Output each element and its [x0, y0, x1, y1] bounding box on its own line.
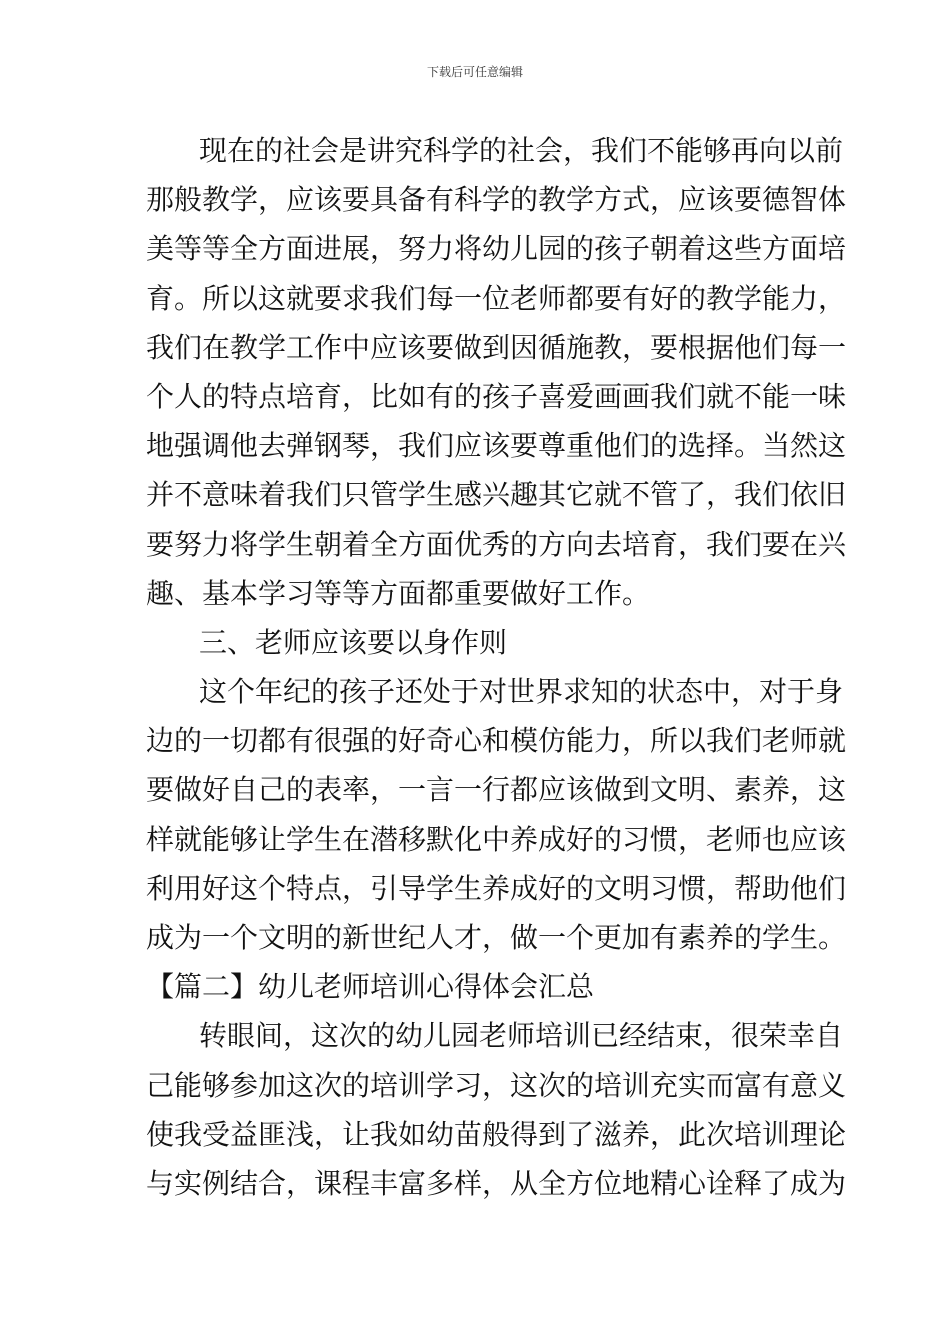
- paragraph-line: 趣、基本学习等等方面都重要做好工作。: [146, 576, 651, 610]
- paragraph-line: 个人的特点培育，比如有的孩子喜爱画画我们就不能一味: [146, 379, 847, 413]
- paragraph-line: 地强调他去弹钢琴，我们应该要尊重他们的选择。当然这: [146, 429, 847, 463]
- paragraph-line: 我们在教学工作中应该要做到因循施教，要根据他们每一: [146, 330, 847, 364]
- paragraph-line: 美等等全方面进展，努力将幼儿园的孩子朝着这些方面培: [146, 232, 847, 266]
- section-title: 【篇二】幼儿老师培训心得体会汇总: [146, 970, 595, 1004]
- paragraph-line: 利用好这个特点，引导学生养成好的文明习惯，帮助他们: [146, 871, 847, 905]
- document-body: [146, 126, 847, 1208]
- paragraph-line: 使我受益匪浅，让我如幼苗般得到了滋养，此次培训理论: [146, 1117, 847, 1151]
- paragraph-line: 那般教学，应该要具备有科学的教学方式，应该要德智体: [146, 183, 847, 217]
- paragraph-line: 与实例结合，课程丰富多样，从全方位地精心诠释了成为: [146, 1166, 847, 1200]
- paragraph-line: 要做好自己的表率，一言一行都应该做到文明、素养，这: [146, 773, 847, 807]
- paragraph-line: 要努力将学生朝着全方面优秀的方向去培育，我们要在兴: [146, 527, 847, 561]
- paragraph-line: 这个年纪的孩子还处于对世界求知的状态中，对于身: [199, 675, 844, 709]
- paragraph-line: 己能够参加这次的培训学习，这次的培训充实而富有意义: [146, 1068, 847, 1102]
- paragraph-line: 转眼间，这次的幼儿园老师培训已经结束，很荣幸自: [199, 1019, 844, 1053]
- paragraph-line: 并不意味着我们只管学生感兴趣其它就不管了，我们依旧: [146, 478, 847, 512]
- paragraph-line: 边的一切都有很强的好奇心和模仿能力，所以我们老师就: [146, 724, 847, 758]
- paragraph-line: 成为一个文明的新世纪人才，做一个更加有素养的学生。: [146, 921, 847, 954]
- paragraph-line: 育。所以这就要求我们每一位老师都要有好的教学能力，: [146, 281, 847, 315]
- page-header: 下载后可任意编辑: [426, 65, 523, 79]
- section-heading: 三、老师应该要以身作则: [199, 625, 508, 659]
- paragraph-line: 样就能够让学生在潜移默化中养成好的习惯，老师也应该: [146, 822, 847, 856]
- paragraph-line: 现在的社会是讲究科学的社会，我们不能够再向以前: [199, 134, 844, 167]
